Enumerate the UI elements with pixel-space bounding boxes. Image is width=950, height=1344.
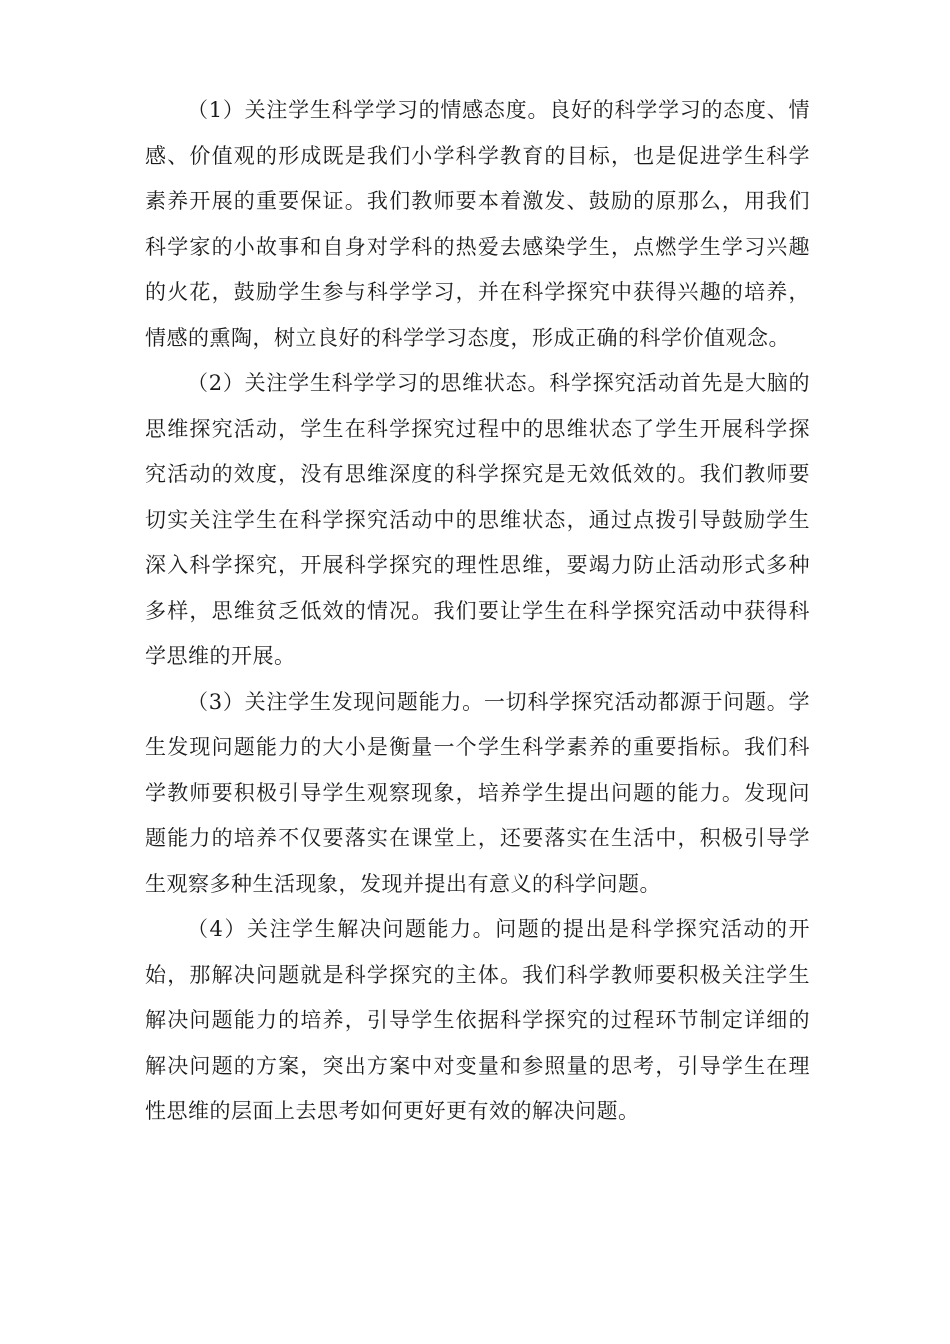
paragraph-problem-discovery: （3）关注学生发现问题能力。一切科学探究活动都源于问题。学生发现问题能力的大小是衡量一个学生科学素养的重要指标。我们科学教师要积极引导学生观察现象，培养学生提出问题的能力。发现问题能力的培养不仅要落实在课堂上，还要落实在生活中，积极引导学生观察多种生活现象，发现并提出有意义的科学问题。 bbox=[145, 689, 810, 896]
paragraph-thinking-state: （2）关注学生科学学习的思维状态。科学探究活动首先是大脑的思维探究活动，学生在科学探究过程中的思维状态了学生开展科学探究活动的效度，没有思维深度的科学探究是无效低效的。我们教师要切实关注学生在科学探究活动中的思维状态，通过点拨引导鼓励学生深入科学探究，开展科学探究的理性思维，要竭力防止活动形式多种多样，思维贫乏低效的情况。我们要让学生在科学探究活动中获得科学思维的开展。 bbox=[145, 371, 810, 668]
document-body bbox=[145, 88, 810, 1135]
paragraph-emotional-attitude: （1）关注学生科学学习的情感态度。良好的科学学习的态度、情感、价值观的形成既是我们小学科学教育的目标，也是促进学生科学素养开展的重要保证。我们教师要本着激发、鼓励的原那么，用我们科学家的小故事和自身对学科的热爱去感染学生，点燃学生学习兴趣的火花，鼓励学生参与科学学习，并在科学探究中获得兴趣的培养，情感的熏陶，树立良好的科学学习态度，形成正确的科学价值观念。 bbox=[145, 98, 810, 350]
paragraph-problem-solving: （4）关注学生解决问题能力。问题的提出是科学探究活动的开始，那解决问题就是科学探究的主体。我们科学教师要积极关注学生解决问题能力的培养，引导学生依据科学探究的过程环节制定详细的解决问题的方案，突出方案中对变量和参照量的思考，引导学生在理性思维的层面上去思考如何更好更有效的解决问题。 bbox=[145, 917, 810, 1123]
